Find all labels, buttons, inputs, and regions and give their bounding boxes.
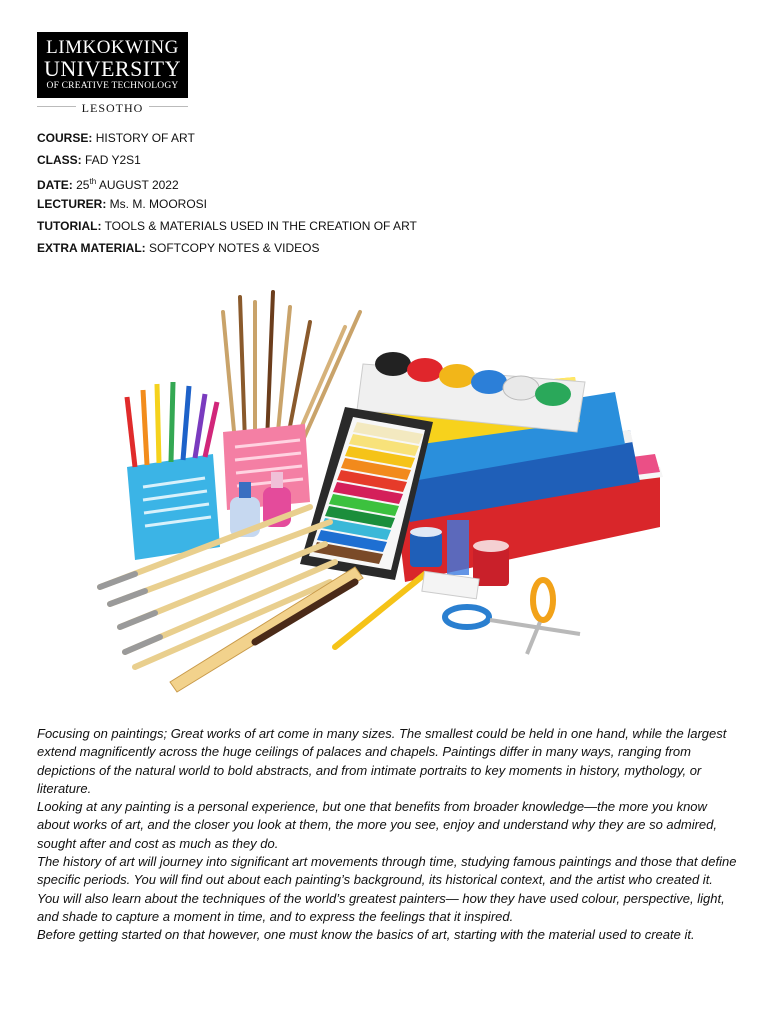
course-label: COURSE: [37,131,93,145]
logo-subtitle: LESOTHO [37,101,188,116]
date-day: 25 [76,178,90,192]
art-supplies-image [95,282,675,694]
lecturer-label: LECTURER: [37,197,107,211]
logo-line-3: OF CREATIVE TECHNOLOGY [46,81,179,91]
ruler [170,567,363,692]
date-suffix: th [89,177,97,186]
tutorial-value: TOOLS & MATERIALS USED IN THE CREATION OF ART [104,219,417,233]
paragraph: Looking at any painting is a personal experience, but one that benefits from broader knowledge—the more you know about works of art, and the closer you look at them, the more you see, enjoy and understand why they are so admired, sought after and cost as much as they do. [37,799,717,851]
date-label: DATE: [37,178,73,192]
class-label: CLASS: [37,153,82,167]
class-value: FAD Y2S1 [85,153,141,167]
body-text [37,725,737,945]
course-row [37,130,417,152]
class-row [37,152,417,174]
tutorial-label: TUTORIAL: [37,219,102,233]
extra-material-value: SOFTCOPY NOTES & VIDEOS [149,241,320,255]
paragraph: Focusing on paintings; Great works of art come in many sizes. The smallest could be held in one hand, while the largest extend magnificently across the huge ceilings of palaces and chapels. Paintings differ in many ways, ranging from depictions of the natural world to bold abstracts, and from intimate portraits to key moments in history, mythology, or literature. [37,726,727,796]
logo-line-1: LIMKOKWING [46,37,179,58]
paragraph: Before getting started on that however, one must know the basics of art, starting with the material used to create it. [37,927,695,943]
paragraph: The history of art will journey into significant art movements through time, studying famous paintings and those that define specific periods. You will find out about each painting’s background, its historical context, and the artist who created it. You will also learn about the techniques of the world’s greatest painters— how they have used colour, perspective, light, and shade to capture a moment in time, and to express the feelings that it inspired. [37,854,737,924]
university-logo [37,32,188,98]
extra-material-row [37,240,417,262]
date-rest: AUGUST 2022 [98,178,179,192]
logo-line-2: UNIVERSITY [44,56,181,81]
pencil-cup [127,382,220,560]
course-value: HISTORY OF ART [95,131,195,145]
course-info [37,130,417,262]
extra-material-label: EXTRA MATERIAL: [37,241,146,255]
date-row [37,174,417,196]
eraser [422,571,479,598]
lecturer-value: Ms. M. MOOROSI [109,197,208,211]
tutorial-row [37,218,417,240]
lecturer-row [37,196,417,218]
